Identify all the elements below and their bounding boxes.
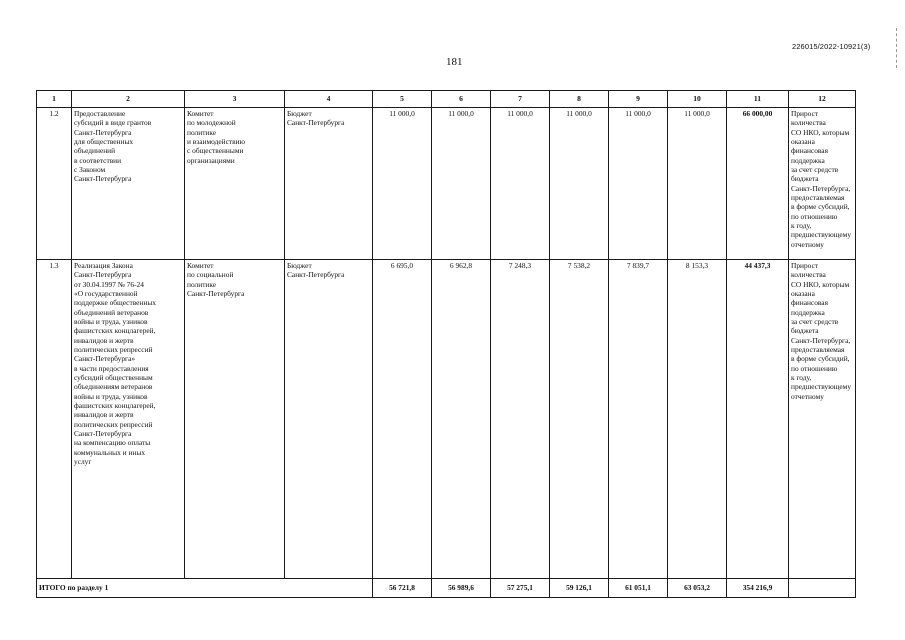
funding-source: Бюджет Санкт-Петербурга (285, 260, 373, 579)
funding-source: Бюджет Санкт-Петербурга (285, 108, 373, 260)
total-row (37, 579, 856, 598)
total-year-value: 56 989,6 (432, 579, 491, 598)
executor: Комитет по социальной политике Санкт-Петербурга (185, 260, 285, 579)
row-number: 1.3 (37, 260, 72, 579)
column-header: 4 (285, 91, 373, 108)
year-value: 11 000,0 (432, 108, 491, 260)
executor: Комитет по молодежной политике и взаимодействию с общественными организациями (185, 108, 285, 260)
column-header: 6 (432, 91, 491, 108)
indicator: Прирост количества СО НКО, которым оказана финансовая поддержка за счет средств бюджета Санкт-Петербурга, предоставляемая в форме субсидий, по отношению к году, предшествующему отчетному (789, 108, 856, 260)
measure-name: Предоставление субсидий в виде грантов Санкт-Петербурга для общественных объединений в соответствии с Законом Санкт-Петербурга (72, 108, 185, 260)
total-value: 44 437,3 (727, 260, 789, 579)
year-value: 11 000,0 (668, 108, 727, 260)
year-value: 11 000,0 (373, 108, 432, 260)
table-row (37, 260, 856, 579)
year-value: 7 248,3 (491, 260, 550, 579)
measure-name: Реализация Закона Санкт-Петербурга от 30.04.1997 № 76-24 «О государственной поддержке общественных объединений ветеранов войны и труда, узников фашистских концлагерей, инвалидов и жертв политических репрессий Санкт-Петербурга» в части предоставления субсидий общественным объединениям ветеранов войны и труда, узников фашистских концлагерей, инвалидов и жертв политических репрессий Санкт-Петербурга на компенсацию оплаты коммунальных и иных услуг (72, 260, 185, 579)
indicator: Прирост количества СО НКО, которым оказана финансовая поддержка за счет средств бюджета Санкт-Петербурга, предоставляемая в форме субсидий, по отношению к году, предшествующему отчетному (789, 260, 856, 579)
grand-total-value: 354 216,9 (727, 579, 789, 598)
year-value: 6 962,8 (432, 260, 491, 579)
column-header: 5 (373, 91, 432, 108)
column-header: 2 (72, 91, 185, 108)
year-value: 7 538,2 (550, 260, 609, 579)
year-value: 8 153,3 (668, 260, 727, 579)
column-header: 1 (37, 91, 72, 108)
year-value: 11 000,0 (491, 108, 550, 260)
year-value: 6 695,0 (373, 260, 432, 579)
column-header-row (37, 91, 856, 108)
total-indicator-empty (789, 579, 856, 598)
total-year-value: 57 275,1 (491, 579, 550, 598)
column-header: 8 (550, 91, 609, 108)
table-row (37, 108, 856, 260)
column-header: 7 (491, 91, 550, 108)
scan-edge-mark (896, 28, 898, 68)
document-id: 226015/2022-10921(3) (792, 42, 871, 51)
row-number: 1.2 (37, 108, 72, 260)
total-value: 66 000,00 (727, 108, 789, 260)
program-table (36, 90, 856, 598)
total-year-value: 63 053,2 (668, 579, 727, 598)
total-label: ИТОГО по разделу 1 (37, 579, 373, 598)
column-header: 11 (727, 91, 789, 108)
year-value: 11 000,0 (550, 108, 609, 260)
column-header: 9 (609, 91, 668, 108)
year-value: 7 839,7 (609, 260, 668, 579)
column-header: 3 (185, 91, 285, 108)
total-year-value: 59 126,1 (550, 579, 609, 598)
total-year-value: 56 721,8 (373, 579, 432, 598)
column-header: 12 (789, 91, 856, 108)
year-value: 11 000,0 (609, 108, 668, 260)
page-number: 181 (446, 56, 463, 68)
column-header: 10 (668, 91, 727, 108)
total-year-value: 61 051,1 (609, 579, 668, 598)
